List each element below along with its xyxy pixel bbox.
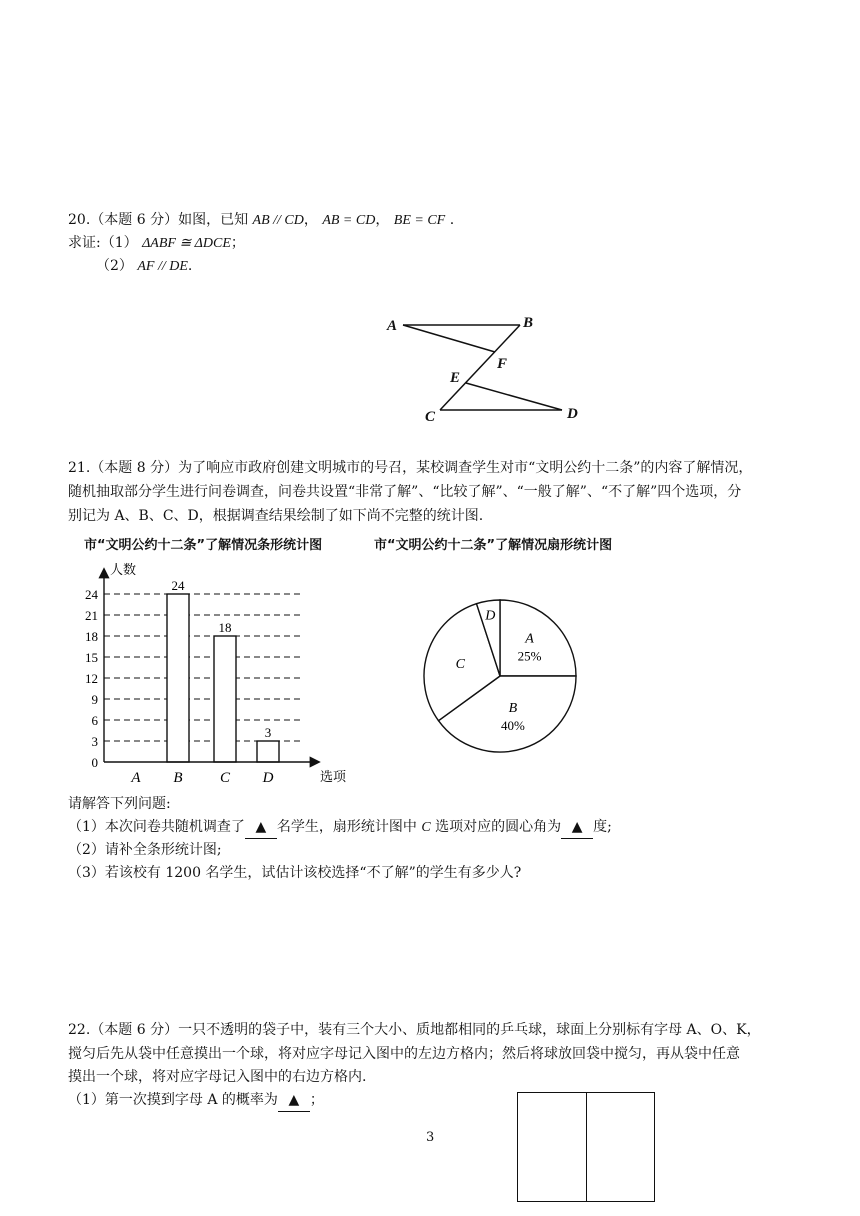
q20-prove1-end: ； (230, 235, 245, 251)
y-tick-label: 3 (91, 734, 98, 749)
y-tick-label: 15 (85, 650, 98, 665)
point-e-label: E (450, 370, 461, 386)
q22-line1: 22.（本题 6 分）一只不透明的袋子中，装有三个大小、质地都相同的乒乓球，球面上分别标有字母 A、O、K， (68, 1022, 761, 1038)
left-cell[interactable] (518, 1093, 587, 1201)
q21-sub1-b: 名学生，扇形统计图中 (276, 819, 417, 835)
y-tick-label: 18 (85, 629, 98, 644)
bar (214, 636, 236, 762)
bar-x-axis-label: 选项 (320, 769, 347, 784)
q20-prove2-expr: AF // DE (137, 259, 188, 274)
segment-ed (466, 383, 562, 410)
point-b-label: B (523, 315, 534, 331)
bar (167, 594, 189, 762)
q21-sub1-a: （1）本次问卷共随机调查了 (68, 819, 245, 835)
q21-sub1-c: 选项对应的圆心角为 (435, 819, 562, 835)
q21-sub1 (68, 816, 612, 839)
page-number: 3 (426, 1130, 435, 1145)
pie-chart-title: 市“文明公约十二条”了解情况扇形统计图 (374, 538, 613, 553)
q20-sep1: ， (303, 212, 318, 228)
pie-slice-percent: 25% (517, 648, 542, 664)
q22-sub1 (68, 1089, 324, 1112)
q20-end: . (449, 212, 455, 228)
x-tick-label: B (173, 770, 183, 786)
bar-data-label: 18 (218, 620, 232, 635)
q20-sep2: ， (375, 212, 390, 228)
q20-prove2 (96, 255, 192, 278)
x-tick-label: D (262, 770, 274, 786)
right-cell[interactable] (587, 1093, 654, 1201)
y-tick-label: 9 (91, 692, 98, 707)
q22-line3: 摸出一个球，将对应字母记入图中的右边方格内. (68, 1069, 367, 1085)
bar (257, 741, 279, 762)
segment-af (403, 325, 495, 352)
q22-line2: 搅匀后先从袋中任意摸出一个球，将对应字母记入图中的左边方格内；然后将球放回袋中搅匀，再从袋中任意 (68, 1046, 740, 1062)
pie-slice-label: D (485, 608, 496, 624)
pie-slice-label: A (525, 631, 534, 647)
y-tick-label: 24 (85, 587, 98, 602)
q21-sub1-var: C (421, 820, 431, 835)
bar-grid (104, 594, 302, 741)
q22-sub1-end: ； (309, 1092, 324, 1108)
q20-cond2: AB = CD (322, 213, 376, 228)
answer-blank-3[interactable]: ▲ (278, 1089, 310, 1112)
q20-head: 20.（本题 6 分）如图，已知 (68, 212, 249, 228)
q20-prove-label: 求证:（1） (68, 235, 138, 251)
answer-blank-1[interactable]: ▲ (245, 816, 277, 839)
y-tick-label: 6 (91, 713, 98, 728)
x-tick-label: A (131, 770, 141, 786)
q20-prove1-expr: ΔABF ≅ ΔDCE (142, 236, 231, 251)
q20-prove2-end: . (187, 258, 193, 274)
point-a-label: A (387, 318, 398, 334)
q20-figure (380, 308, 590, 426)
q20-prove1 (68, 232, 245, 255)
pie-slice-percent: 40% (500, 717, 525, 733)
q22-sub1-a: （1）第一次摸到字母 A 的概率为 (68, 1092, 278, 1108)
pie-chart (418, 594, 582, 758)
q21-sub1-d: 度; (593, 819, 612, 835)
q21-prompt: 请解答下列问题: (68, 796, 171, 812)
pie-slice (500, 600, 576, 676)
bar-data-label: 3 (264, 725, 272, 740)
point-f-label: F (497, 356, 508, 372)
q21-line2: 随机抽取部分学生进行问卷调查，问卷共设置“非常了解”、“比较了解”、“一般了解”、“不了解”四个选项，分 (68, 484, 742, 500)
q21-sub3: （3）若该校有 1200 名学生，试估计该校选择“不了解”的学生有多少人? (68, 865, 522, 881)
pie-slice-label: C (455, 657, 465, 673)
x-tick-label: C (219, 770, 231, 786)
y-tick-label: 21 (85, 608, 98, 623)
bar-data-label: 24 (171, 578, 185, 593)
bar-chart-title: 市“文明公约十二条”了解情况条形统计图 (84, 538, 323, 553)
q21-line1: 21.（本题 8 分）为了响应市政府创建文明城市的号召，某校调查学生对市“文明公约十二条”的内容了解情况， (68, 460, 753, 476)
bar-x-ticks (130, 770, 273, 786)
bar-bars (167, 578, 279, 762)
q21-sub2: （2）请补全条形统计图; (68, 842, 222, 858)
y-tick-label: 12 (85, 671, 98, 686)
bar-y-axis-label: 人数 (110, 562, 137, 577)
bar-chart (80, 556, 370, 788)
q21-line3: 别记为 A、B、C、D，根据调查结果绘制了如下尚不完整的统计图. (68, 508, 484, 524)
point-d-label: D (567, 406, 578, 422)
q20-cond1: AB // CD (252, 213, 304, 228)
q20-stem (68, 209, 454, 232)
q20-prove2-label: （2） (96, 258, 133, 274)
pie-slice-label: B (508, 700, 518, 716)
bar-y-ticks (85, 587, 99, 770)
segment-bc (440, 325, 520, 410)
q20-cond3: BE = CF (393, 213, 446, 228)
answer-blank-2[interactable]: ▲ (561, 816, 593, 839)
letter-grid (517, 1092, 655, 1202)
y-tick-label: 0 (91, 755, 98, 770)
point-c-label: C (425, 409, 436, 425)
